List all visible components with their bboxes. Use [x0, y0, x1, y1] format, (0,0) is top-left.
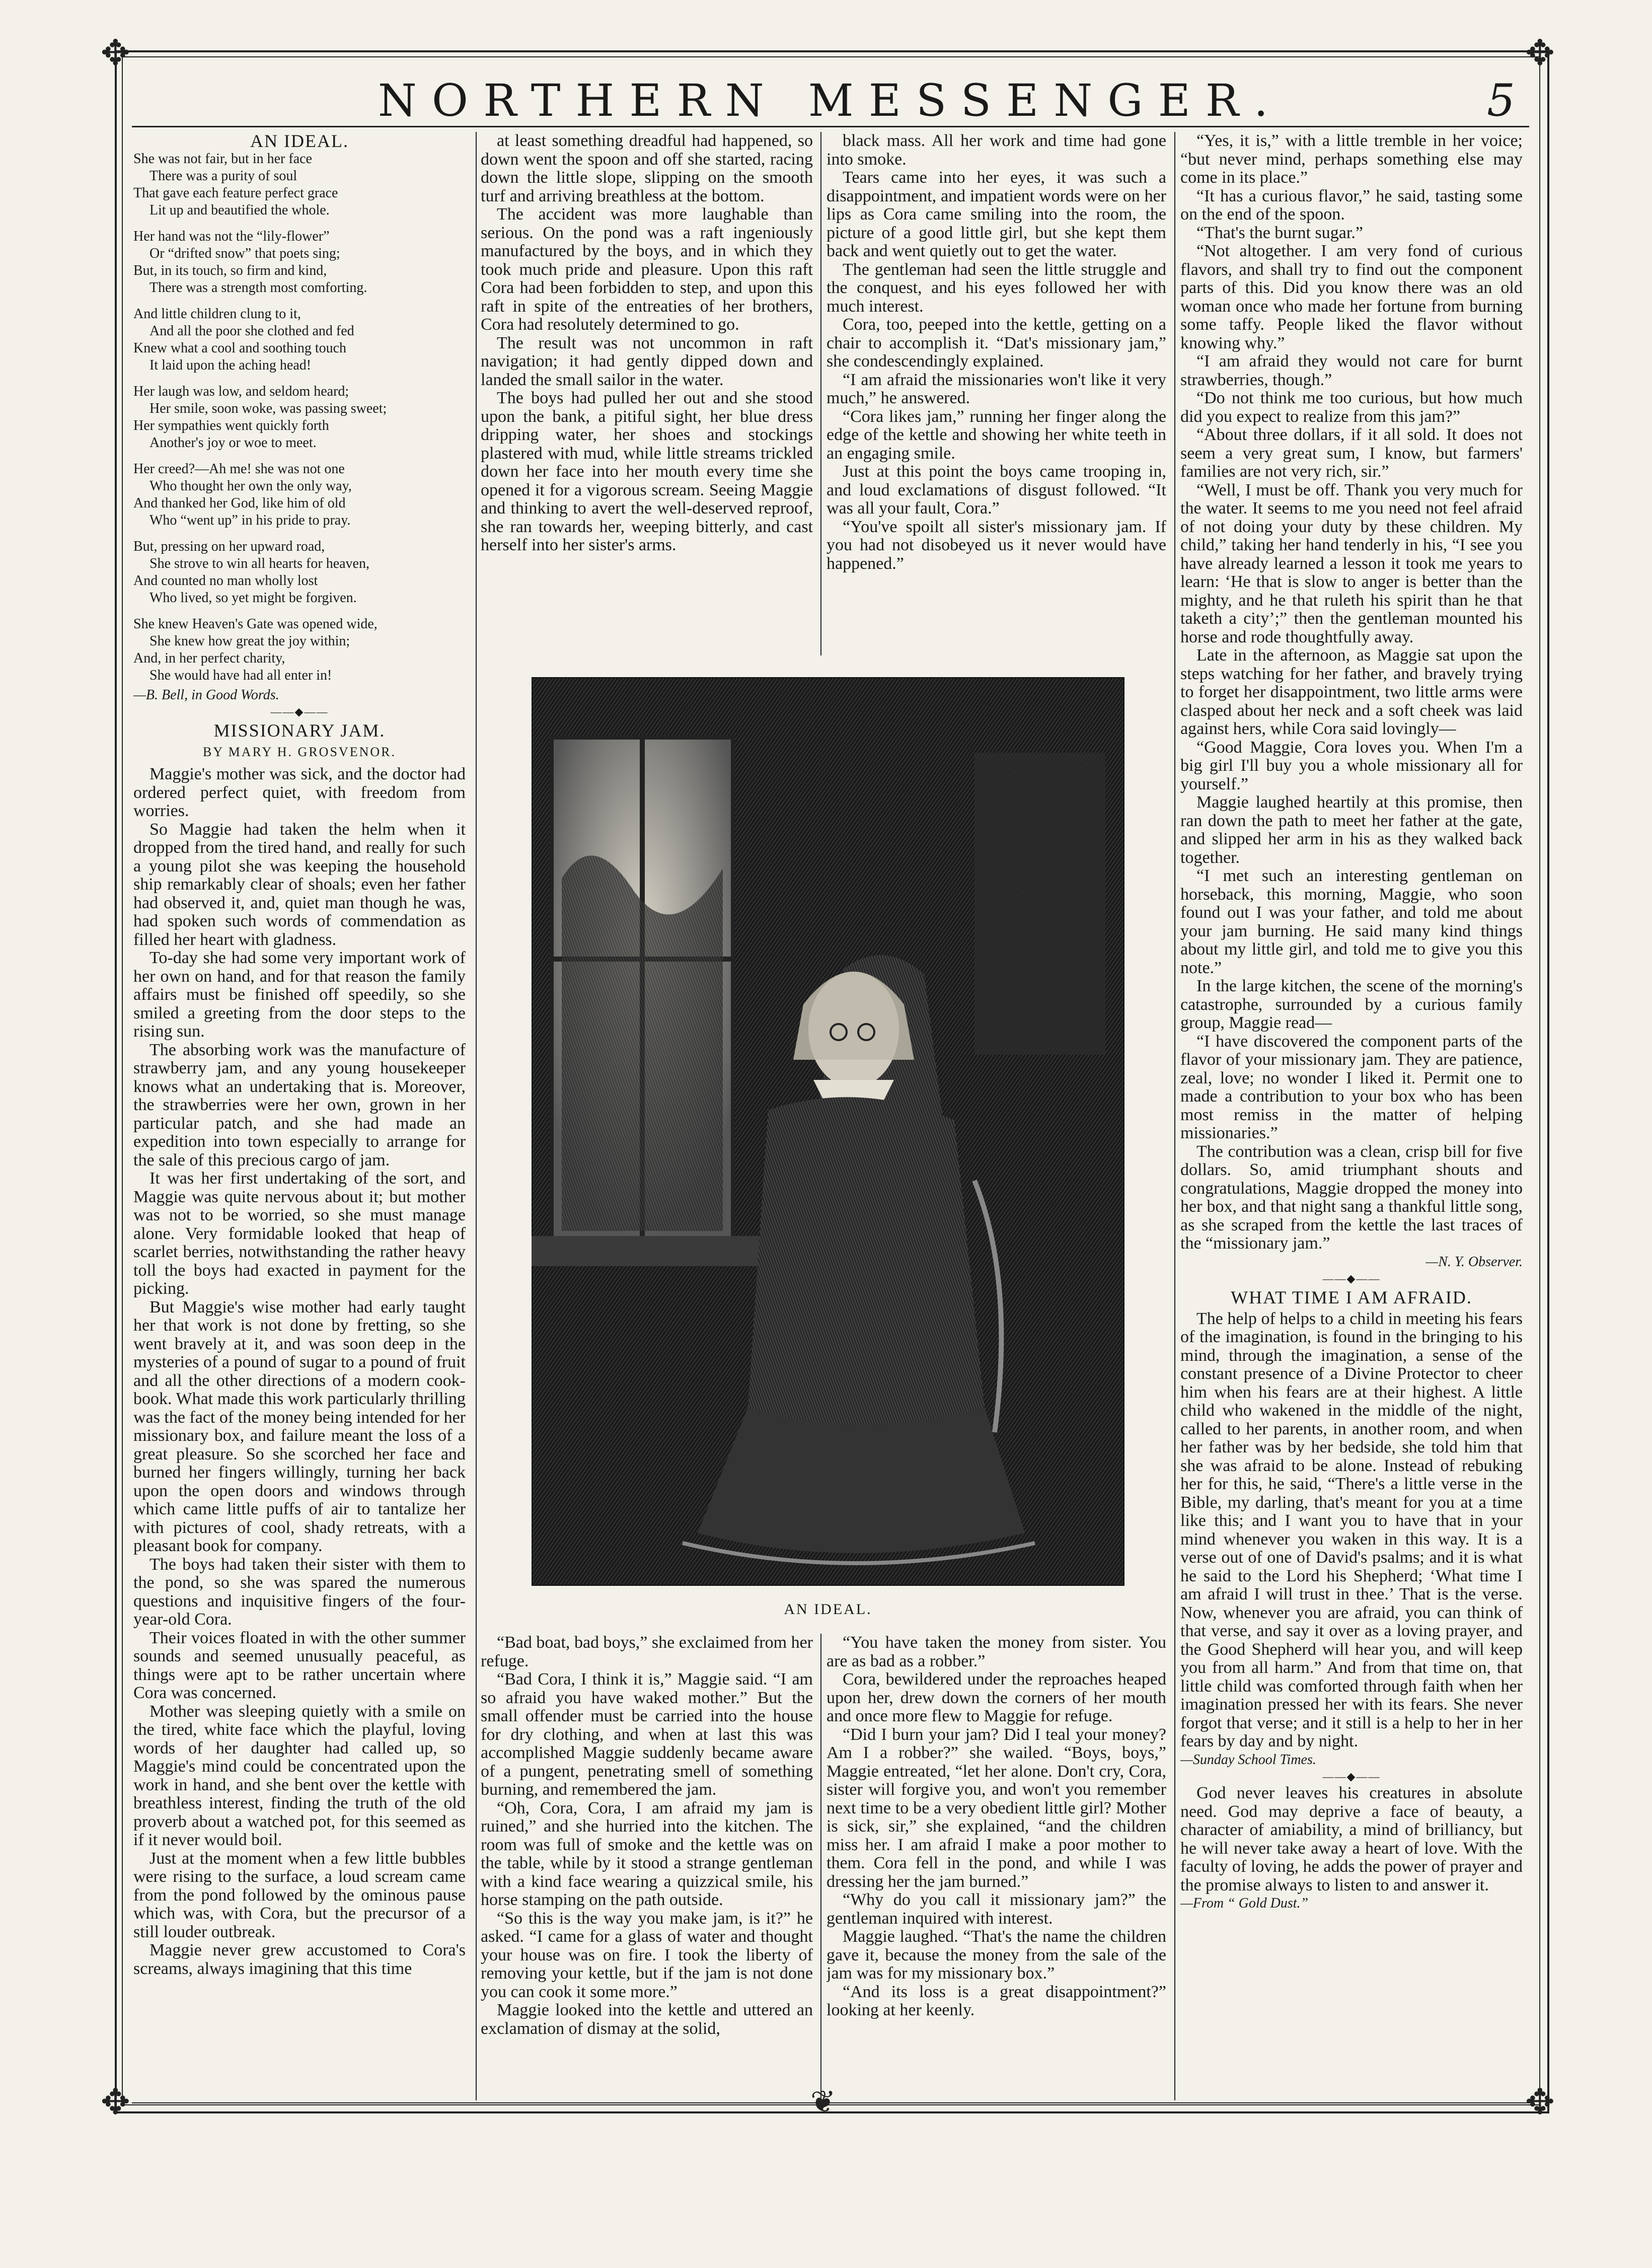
- poem-line: But, in its touch, so firm and kind,: [133, 262, 327, 278]
- paragraph: “Bad boat, bad boys,” she exclaimed from her refuge.: [481, 1634, 813, 1670]
- poem-line: Who lived, so yet might be forgiven.: [149, 590, 357, 606]
- window-sill: [532, 1236, 773, 1266]
- paragraph: “Yes, it is,” with a little tremble in her voice; “but never mind, perhaps something else may come in its place.”: [1180, 132, 1523, 187]
- article-3-body: God never leaves his creatures in absolute need. God may deprive a face of beauty, a character of amiability, a mind of brilliancy, but he will never take away a heart of love. With the faculty of loving, he adds the power of prayer and the promise always to listen to and answer it.: [1180, 1784, 1523, 1894]
- corner-ornament-icon: ✥: [1525, 2081, 1555, 2123]
- paragraph: Late in the afternoon, as Maggie sat upon the steps watching for her father, and bravely trying to forget her disappointment, two little arms were clasped about her neck and a soft cheek was laid against hers, while Cora said lovingly—: [1180, 646, 1523, 738]
- paragraph: “Good Maggie, Cora loves you. When I'm a big girl I'll buy you a whole missionary all for yourself.”: [1180, 738, 1523, 793]
- poem-line: Her sympathies went quickly forth: [133, 417, 329, 433]
- paragraph: Maggie looked into the kettle and uttered an exclamation of dismay at the solid,: [481, 2001, 813, 2038]
- poem-line: Who thought her own the only way,: [149, 478, 352, 494]
- paragraph: “So this is the way you make jam, is it?” he asked. “I came for a glass of water and thought your house was on fire. I took the liberty of removing your kettle, but if the jam is not done you can cook it some more.”: [481, 1909, 813, 2001]
- paragraph: “Did I burn your jam? Did I teal your money? Am I a robber?” she wailed. “Boys, boys,” Maggie entreated, “let her alone. Don't cry, Cora, sister will forgive you, and won't you remember next time to be a very obedient little girl? Mother is sick, sir,” she explained, “and the children miss her. I am afraid I make a poor mother to them. Cora fell in the pond, and while I was dressing her the jam burned.”: [827, 1725, 1166, 1891]
- stanza-gap: [133, 374, 466, 383]
- stanza-gap: [133, 529, 466, 538]
- paragraph: Just at the moment when a few little bubbles were rising to the surface, a loud scream came from the pond followed by the ominous pause which was, with Cora, but the precursor of a still louder outbreak.: [133, 1849, 466, 1941]
- paragraph: “Do not think me too curious, but how much did you expect to realize from this jam?”: [1180, 389, 1523, 426]
- paragraph: It was her first undertaking of the sort, and Maggie was quite nervous about it; but mother was not to be worried, so she must manage alone. Very formidable looked that heap of scarlet berries, notwithstanding the rather heavy toll the boys had exacted in payment for the picking.: [133, 1169, 466, 1298]
- paragraph: In the large kitchen, the scene of the morning's catastrophe, surrounded by a curious family group, Maggie read—: [1180, 977, 1523, 1032]
- column-divider: [476, 132, 477, 2100]
- paragraph: “And its loss is a great disappointment?” looking at her keenly.: [827, 1982, 1166, 2019]
- paragraph: The absorbing work was the manufacture of strawberry jam, and any young housekeeper knows what an undertaking that is. Moreover, the strawberries were her own, grown in her particular patch, and she had made an expedition into town especially to arrange for the sale of this precious cargo of jam.: [133, 1040, 466, 1169]
- corner-ornament-icon: ✥: [1525, 32, 1555, 74]
- story-column-1: [133, 765, 466, 1978]
- paragraph: Maggie never grew accustomed to Cora's screams, always imagining that this time: [133, 1941, 466, 1978]
- paragraph: black mass. All her work and time had gone into smoke.: [827, 132, 1166, 169]
- paragraph: “You've spoilt all sister's missionary jam. If you had not disobeyed us it never would have happened.”: [827, 517, 1166, 573]
- masthead: [131, 65, 1530, 126]
- paragraph: The boys had pulled her out and she stood upon the bank, a pitiful sight, her blue dress dripping water, her shoes and stockings plastered with mud, while little streams trickled down her face into her mouth every time she opened it for a vigorous scream. Seeing Maggie and thinking to avert the well-deserved reproof, she ran towards her, weeping bitterly, and cast herself into her sister's arms.: [481, 389, 813, 554]
- divider-ornament: ——◆——: [270, 705, 329, 718]
- footer-ornament-icon: ❦: [810, 2084, 836, 2119]
- paragraph: Just at this point the boys came trooping in, and loud exclamations of disgust followed. “It was all your fault, Cora.”: [827, 462, 1166, 518]
- stanza-gap: [133, 297, 466, 306]
- poem-line: Lit up and beautified the whole.: [149, 202, 330, 218]
- paragraph: “Cora likes jam,” running her finger along the edge of the kettle and showing her white teeth in an engaging smile.: [827, 407, 1166, 463]
- paragraph: Mother was sleeping quietly with a smile on the tired, white face which the playful, loving words of her daughter had called up, so Maggie's mind could be concentrated upon the work in hand, and she bent over the kettle with breathless interest, finding the truth of the old proverb about a watched pot, for this seemed as if it never would boil.: [133, 1702, 466, 1849]
- poem-line: Another's joy or woe to meet.: [149, 434, 317, 451]
- paragraph: To-day she had some very important work of her own on hand, and for that reason the family affairs must be finished off speedily, so she smiled a greeting from the door steps to the rising sun.: [133, 948, 466, 1041]
- paragraph: So Maggie had taken the helm when it dropped from the tired hand, and really for such a young pilot she was keeping the household ship remarkably clear of shoals; even her father had observed it, and, quiet man though he was, had spoken such words of commendation as filled her heart with gladness.: [133, 820, 466, 949]
- column-2-bottom: [481, 1634, 813, 2102]
- story-byline: BY MARY H. GROSVENOR.: [203, 744, 396, 759]
- poem-line: Her laugh was low, and seldom heard;: [133, 383, 349, 399]
- poem-line: And counted no man wholly lost: [133, 572, 318, 589]
- dress-skirt-icon: [698, 1407, 1025, 1553]
- story-title: MISSIONARY JAM.: [213, 720, 386, 741]
- poem-line: She knew how great the joy within;: [149, 633, 350, 649]
- poem-attribution: —B. Bell, in Good Words.: [133, 687, 279, 703]
- column-4: [1180, 132, 1523, 2098]
- article-2-title: WHAT TIME I AM AFRAID.: [1231, 1287, 1472, 1307]
- paragraph: “It has a curious flavor,” he said, tasting some on the end of the spoon.: [1180, 186, 1523, 224]
- column-2-top: [481, 132, 813, 655]
- column-3-bottom: [827, 1634, 1166, 2102]
- paragraph: “That's the burnt sugar.”: [1196, 223, 1363, 242]
- column-1: [133, 132, 466, 2098]
- article-3-attribution: —From “ Gold Dust.”: [1180, 1895, 1309, 1911]
- corner-ornament-icon: ✥: [101, 32, 130, 74]
- divider-ornament: ——◆——: [1322, 1272, 1381, 1285]
- paragraph: Maggie laughed heartily at this promise, then ran down the path to meet her father at the gate, and slipped her arm in his as they walked back together.: [1180, 793, 1523, 867]
- poem-line: Or “drifted snow” that poets sing;: [149, 245, 340, 261]
- poem-line: She would have had all enter in!: [149, 667, 332, 683]
- poem-line: She knew Heaven's Gate was opened wide,: [133, 616, 378, 632]
- poem-line: She strove to win all hearts for heaven,: [149, 555, 369, 571]
- poem-line: There was a purity of soul: [149, 168, 297, 184]
- paragraph: The accident was more laughable than serious. On the pond was a raft ingeniously manufactured by the boys, and in which they took much pride and pleasure. Upon this raft Cora had been forbidden to step, and upon this raft in spite of the entreaties of her brothers, Cora had resolutely determined to go.: [481, 205, 813, 334]
- column-divider: [820, 132, 821, 655]
- paragraph: “You have taken the money from sister. You are as bad as a robber.”: [827, 1634, 1166, 1670]
- column-divider: [1174, 132, 1175, 2100]
- page-number: 5: [1487, 75, 1515, 126]
- poem-line: Her creed?—Ah me! she was not one: [133, 461, 345, 477]
- stanza-gap: [133, 452, 466, 461]
- paragraph: The help of helps to a child in meeting his fears of the imagination, is found in the bringing to his mind, through the imagination, a sense of the constant presence of a Divine Protector to cheer him when his fears are at their highest. A little child who wakened in the middle of the night, called to her parents, in another room, and when her father was by her bedside, she told him that she was afraid to be alone. Instead of rebuking her for this, he said, “There's a little verse in the Bible, my darling, that's meant for you at a time like this; and I want you to have that in your mind whenever you waken in this way. It is a verse out of one of David's psalms; and it is what he said to the Lord his Shepherd; ‘What time I am afraid I will trust in thee.’ That is the verse. Now, whenever you are afraid, you can think of that verse, and say it over as a loving prayer, and the Good Shepherd will hear you, and will keep you from all harm.” And from that time on, that little child was comforted through faith when her imagination pressed her with its fears. She never forgot that verse; and it still is a help to her in her fears by day and by night.: [1180, 1309, 1523, 1750]
- paragraph: The boys had taken their sister with them to the pond, so she was spared the numerous questions and inquisitive fingers of the four-year-old Cora.: [133, 1555, 466, 1629]
- paragraph: “Bad Cora, I think it is,” Maggie said. “I am so afraid you have waked mother.” But the small offender must be carried into the house for dry clothing, and when at last this was accomplished Maggie suddenly became aware of a pungent, penetrating smell of something burning, and remembered the jam.: [481, 1670, 813, 1799]
- newspaper-title: NORTHERN MESSENGER.: [378, 75, 1284, 126]
- column-3-top: [827, 132, 1166, 655]
- poem-line: And all the poor she clothed and fed: [149, 323, 354, 339]
- poem-line: And, in her perfect charity,: [133, 650, 285, 666]
- poem-line: Her smile, soon woke, was passing sweet;: [149, 400, 387, 416]
- paragraph: “Why do you call it missionary jam?” the gentleman inquired with interest.: [827, 1890, 1166, 1928]
- paragraph: “I met such an interesting gentleman on horseback, this morning, Maggie, who soon found out I was your father, and told me about your jam burning. He said many kind things about my little girl, and told me to give you this note.”: [1180, 866, 1523, 977]
- paragraph: Cora, bewildered under the reproaches heaped upon her, drew down the corners of her mouth and once more flew to Maggie for refuge.: [827, 1670, 1166, 1725]
- paragraph: “I have discovered the component parts of the flavor of your missionary jam. They are patience, zeal, love; no wonder I liked it. Permit one to made a contribution to your box who has been most remiss in the matter of helping missionaries.”: [1180, 1032, 1523, 1142]
- poem-line: And thanked her God, like him of old: [133, 495, 346, 511]
- foliage-icon: [562, 856, 723, 1231]
- article-2-body: [1180, 1310, 1523, 1751]
- woman-body-icon: [748, 1097, 985, 1425]
- paragraph: Cora, too, peeped into the kettle, getting on a chair to accomplish it. “Dat's missionary jam,” she condescendingly explained.: [827, 315, 1166, 371]
- poem-line: Knew what a cool and soothing touch: [133, 340, 347, 356]
- paragraph: Their voices floated in with the other summer sounds and seemed unusually peaceful, as things were apt to be rather uncertain where Cora was concerned.: [133, 1628, 466, 1702]
- paragraph: Maggie's mother was sick, and the doctor had ordered perfect quiet, with freedom from worries.: [133, 765, 466, 820]
- story-attribution: —N. Y. Observer.: [1425, 1254, 1523, 1270]
- paragraph: But Maggie's wise mother had early taught her that work is not done by fretting, so she went bravely at it, and was soon deep in the mysteries of a pound of sugar to a pound of fruit and all the other directions of a modern cook-book. What made this work particularly thrilling was the fact of the money being intended for her missionary box, and failure meant the loss of a great pleasure. So she scorched her face and burned her fingers willingly, turning her back upon the open doors and windows through which came little puffs of air to tantalize her with pictures of cool, shady retreats, with a pleasant book for company.: [133, 1297, 466, 1555]
- poem-line: She was not fair, but in her face: [133, 151, 312, 167]
- poem-line: Who “went up” in his pride to pray.: [149, 512, 351, 528]
- column-divider: [820, 1634, 821, 2099]
- wall-shadow: [974, 753, 1105, 1055]
- masthead-rule: [132, 126, 1529, 127]
- paragraph: “Not altogether. I am very fond of curious flavors, and shall try to find out the component parts of this. Did you know there was an old woman once who made her fortune from burning some taffy. People liked the flavor without knowing why.”: [1180, 242, 1523, 352]
- paragraph: Maggie laughed. “That's the name the children gave it, because the money from the sale of the jam was for my missionary box.”: [827, 1927, 1166, 1983]
- paragraph: The contribution was a clean, crisp bill for five dollars. So, amid triumphant shouts and congratulations, Maggie dropped the money into her box, and that night sang a thankful little song, as she scraped from the kettle the last traces of the “missionary jam.”: [1180, 1142, 1523, 1253]
- poem-line: Her hand was not the “lily-flower”: [133, 228, 330, 244]
- paragraph: “Well, I must be off. Thank you very much for the water. It seems to me you need not feel afraid of not doing your duty by these children. My child,” taking her hand tenderly in his, “I see you have already learned a lesson it took me years to learn: ‘He that is slow to anger is better than the mighty, and he that ruleth his spirit than he that taketh a city’;” then the gentleman mounted his horse and rode thoughtfully away.: [1180, 480, 1523, 646]
- stanza-gap: [133, 219, 466, 228]
- poem-line: There was a strength most comforting.: [149, 279, 367, 296]
- poem-line: It laid upon the aching head!: [149, 357, 312, 373]
- poem-title: AN IDEAL.: [250, 132, 349, 151]
- stanza-gap: [133, 607, 466, 616]
- poem-line: But, pressing on her upward road,: [133, 538, 325, 554]
- paragraph: at least something dreadful had happened, so down went the spoon and off she started, racing down the little slope, slipping on the smooth turf and arriving breathless at the bottom.: [481, 132, 813, 205]
- paragraph: “About three dollars, if it all sold. It does not seem a very great sum, I know, but farmers' families are not very rich, sir.”: [1180, 425, 1523, 481]
- article-2-attribution: —Sunday School Times.: [1180, 1751, 1316, 1768]
- paragraph: “I am afraid they would not care for burnt strawberries, though.”: [1180, 352, 1523, 389]
- paragraph: Tears came into her eyes, it was such a disappointment, and impatient words were on her lips as Cora came smiling into the room, the picture of a good little girl, but she kept them back and went quietly out to get the water.: [827, 168, 1166, 260]
- illustration-caption: AN IDEAL.: [784, 1601, 872, 1618]
- poem-line: And little children clung to it,: [133, 306, 301, 322]
- poem-body: [133, 151, 466, 684]
- paragraph: The result was not uncommon in raft navigation; it had gently dipped down and landed the small sailor in the water.: [481, 333, 813, 389]
- corner-ornament-icon: ✥: [101, 2081, 130, 2123]
- story-column-4: [1180, 132, 1523, 1253]
- paragraph: The gentleman had seen the little struggle and the conquest, and his eyes followed her with much interest.: [827, 260, 1166, 316]
- paragraph: “I am afraid the missionaries won't like it very much,” he answered.: [827, 370, 1166, 407]
- poem-line: That gave each feature perfect grace: [133, 185, 338, 201]
- divider-ornament: ——◆——: [1322, 1770, 1381, 1783]
- paragraph: “Oh, Cora, Cora, I am afraid my jam is ruined,” and she hurried into the kitchen. The room was full of smoke and the kettle was on the table, while by it stood a strange gentleman with a kind face wearing a quizzical smile, his horse stamping on the path outside.: [481, 1798, 813, 1909]
- illustration-an-ideal: [532, 677, 1124, 1586]
